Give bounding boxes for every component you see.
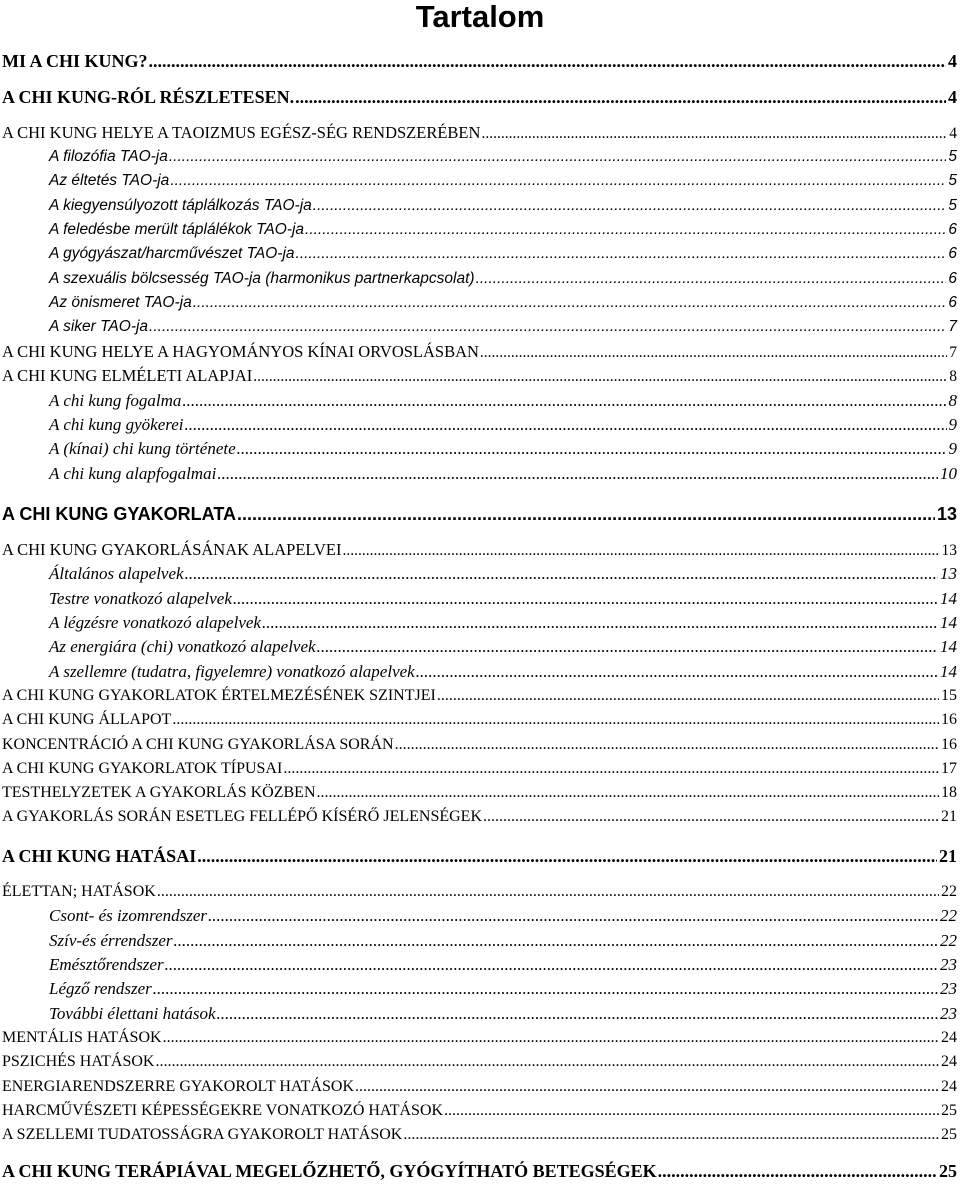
toc-entry[interactable]: A CHI KUNG ELMÉLETI ALAPJAI ..... 8: [2, 365, 957, 387]
toc-entry[interactable]: Emésztőrendszer ..... 23: [49, 954, 957, 976]
toc-entry[interactable]: A CHI KUNG HELYE A HAGYOMÁNYOS KÍNAI ORVOSLÁSBAN ..... 7: [2, 341, 957, 363]
toc-entry[interactable]: Az energiára (chi) vonatkozó alapelvek ..... 14: [49, 636, 957, 658]
toc-entry[interactable]: A CHI KUNG ÁLLAPOT ..... 16: [2, 709, 957, 731]
page-number: 14: [940, 613, 957, 632]
toc-entry[interactable]: A CHI KUNG HELYE A TAOIZMUS EGÉSZ-SÉG RENDSZERÉBEN ..... 4: [2, 122, 957, 144]
toc-entry[interactable]: MENTÁLIS HATÁSOK ..... 24: [2, 1027, 957, 1049]
toc-entry[interactable]: TESTHELYZETEK A GYAKORLÁS KÖZBEN ..... 18: [2, 782, 957, 804]
page-number: 6: [948, 270, 957, 287]
toc-entry[interactable]: A siker TAO-ja ..... 7: [49, 316, 957, 338]
page-number: 4: [949, 125, 957, 142]
page-number: 13: [940, 564, 957, 583]
page-number: 24: [941, 1078, 957, 1095]
page-number: 25: [939, 1161, 957, 1181]
page-number: 13: [936, 504, 957, 524]
page-number: 25: [941, 1102, 957, 1119]
toc-entry[interactable]: További élettani hatások ..... 23: [49, 1003, 957, 1025]
page-number: 5: [948, 197, 957, 214]
toc-entry[interactable]: A szexuális bölcsesség TAO-ja (harmonikus partnerkapcsolat) ..... 6: [49, 268, 957, 290]
page-number: 21: [941, 808, 957, 825]
page-number: 14: [940, 662, 957, 681]
page-number: 13: [941, 542, 957, 559]
page-number: 14: [940, 589, 957, 608]
page-number: 6: [948, 294, 957, 311]
toc-entry[interactable]: A CHI KUNG GYAKORLATA ..... 13: [2, 503, 957, 525]
page-number: 22: [941, 883, 957, 900]
toc-entry[interactable]: Testre vonatkozó alapelvek ..... 14: [49, 588, 957, 610]
page-number: 18: [941, 784, 957, 801]
toc-entry[interactable]: A feledésbe merült táplálékok TAO-ja ..... 6: [49, 219, 957, 241]
page-title: Tartalom: [415, 0, 545, 34]
toc-entry[interactable]: A kiegyensúlyozott táplálkozás TAO-ja ..... 5: [49, 195, 957, 217]
page-number: 25: [941, 1126, 957, 1143]
page-number: 21: [939, 846, 957, 866]
page-number: 9: [948, 439, 957, 458]
toc-entry[interactable]: A SZELLEMI TUDATOSSÁGRA GYAKOROLT HATÁSOK ..... 25: [2, 1124, 957, 1146]
toc-entry[interactable]: Az önismeret TAO-ja ..... 6: [49, 292, 957, 314]
page-number: 5: [948, 148, 957, 165]
toc-entry[interactable]: A CHI KUNG GYAKORLATOK ÉRTELMEZÉSÉNEK SZINTJEI ..... 15: [2, 685, 957, 707]
page-number: 8: [948, 391, 957, 410]
toc-entry[interactable]: A szellemre (tudatra, figyelemre) vonatkozó alapelvek ..... 14: [49, 661, 957, 683]
page-number: 5: [948, 172, 957, 189]
page-number: 22: [940, 931, 957, 950]
page-number: 16: [941, 711, 957, 728]
toc-entry[interactable]: Általános alapelvek ..... 13: [49, 563, 957, 585]
toc-entry[interactable]: ENERGIARENDSZERRE GYAKOROLT HATÁSOK ..... 24: [2, 1076, 957, 1098]
page-number: 4: [948, 51, 957, 71]
toc-entry[interactable]: A (kínai) chi kung története ..... 9: [49, 438, 957, 460]
toc-entry[interactable]: A CHI KUNG-RÓL RÉSZLETESEN. ..... 4: [2, 86, 957, 108]
page-number: 15: [941, 687, 957, 704]
page-number: 17: [941, 760, 957, 777]
toc-entry[interactable]: A CHI KUNG GYAKORLÁSÁNAK ALAPELVEI ..... 13: [2, 539, 957, 561]
page-number: 22: [940, 906, 957, 925]
page-number: 6: [948, 245, 957, 262]
toc-entry[interactable]: A CHI KUNG TERÁPIÁVAL MEGELŐZHETŐ, GYÓGYÍTHATÓ BETEGSÉGEK ..... 25: [2, 1160, 957, 1182]
toc-entry[interactable]: PSZICHÉS HATÁSOK ..... 24: [2, 1051, 957, 1073]
page-number: 23: [940, 1004, 957, 1023]
toc-entry[interactable]: KONCENTRÁCIÓ A CHI KUNG GYAKORLÁSA SORÁN ..... 16: [2, 734, 957, 756]
toc-entry[interactable]: HARCMŰVÉSZETI KÉPESSÉGEKRE VONATKOZÓ HATÁSOK ..... 25: [2, 1100, 957, 1122]
toc-entry[interactable]: A CHI KUNG GYAKORLATOK TÍPUSAI ..... 17: [2, 758, 957, 780]
toc-entry[interactable]: Légző rendszer ..... 23: [49, 978, 957, 1000]
toc-entry[interactable]: A chi kung alapfogalmai ..... 10: [49, 463, 957, 485]
toc-entry[interactable]: A filozófia TAO-ja ..... 5: [49, 146, 957, 168]
page-number: 10: [940, 464, 957, 483]
page-number: 24: [941, 1029, 957, 1046]
page-number: 8: [949, 368, 957, 385]
page-number: 23: [940, 955, 957, 974]
toc-entry[interactable]: Az éltetés TAO-ja ..... 5: [49, 170, 957, 192]
page-number: 6: [948, 221, 957, 238]
page-number: 7: [949, 344, 957, 361]
toc-entry[interactable]: Csont- és izomrendszer ..... 22: [49, 905, 957, 927]
toc-entry[interactable]: A légzésre vonatkozó alapelvek ..... 14: [49, 612, 957, 634]
page-number: 24: [941, 1053, 957, 1070]
toc-entry[interactable]: A chi kung gyökerei ..... 9: [49, 414, 957, 436]
toc-entry[interactable]: A CHI KUNG HATÁSAI ..... 21: [2, 845, 957, 867]
toc-entry[interactable]: A GYAKORLÁS SORÁN ESETLEG FELLÉPŐ KÍSÉRŐ JELENSÉGEK ..... 21: [2, 806, 957, 828]
page-number: 23: [940, 979, 957, 998]
page-number: 4: [948, 87, 957, 107]
toc-entry[interactable]: A gyógyászat/harcművészet TAO-ja ..... 6: [49, 243, 957, 265]
page-number: 7: [948, 318, 957, 335]
page-number: 14: [940, 637, 957, 656]
toc-entry[interactable]: MI A CHI KUNG? ..... 4: [2, 50, 957, 72]
toc-entry[interactable]: ÉLETTAN; HATÁSOK ..... 22: [2, 881, 957, 903]
page-number: 16: [941, 736, 957, 753]
page-number: 9: [948, 415, 957, 434]
toc-entry[interactable]: A chi kung fogalma ..... 8: [49, 390, 957, 412]
toc-entry[interactable]: Szív-és érrendszer ..... 22: [49, 930, 957, 952]
